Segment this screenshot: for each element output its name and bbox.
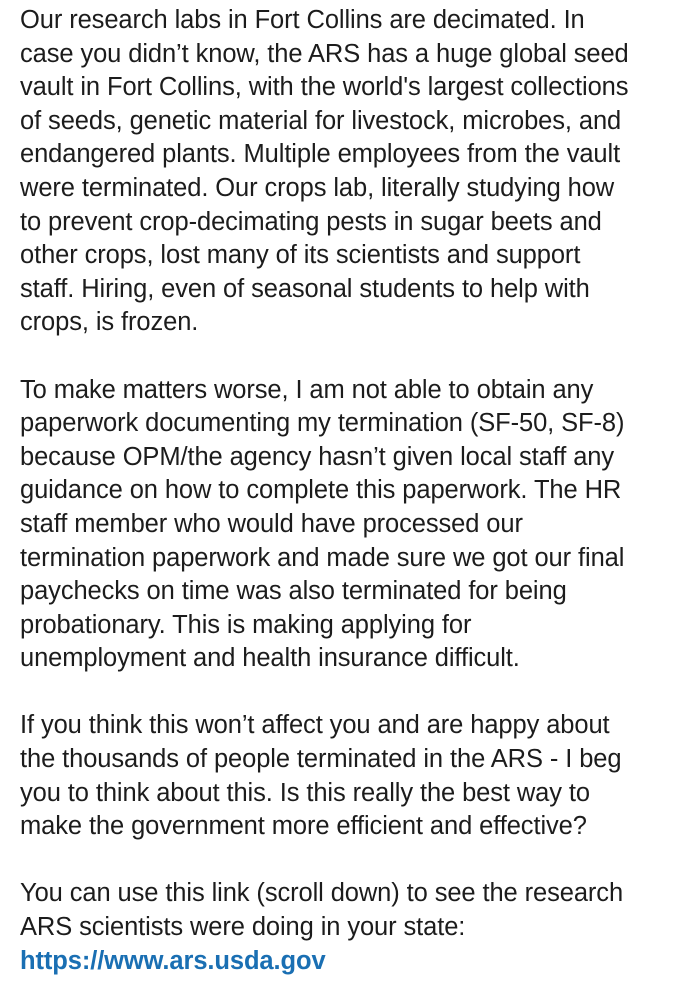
text-line: because OPM/the agency hasn’t given local staff any	[20, 442, 615, 471]
text-line: staff. Hiring, even of seasonal students to help with	[20, 274, 590, 303]
text-line: you to think about this. Is this really the best way to	[20, 778, 590, 807]
text-line: other crops, lost many of its scientists and support	[20, 241, 581, 270]
link-line	[20, 945, 673, 979]
text-line: probationary. This is making applying for	[20, 610, 472, 639]
text-line: of seeds, genetic material for livestock, microbes, and	[20, 106, 622, 135]
text-line: unemployment and health insurance difficult.	[20, 644, 520, 673]
paragraph-2	[20, 374, 673, 676]
text-line: termination paperwork and made sure we got our final	[20, 543, 625, 572]
text-line: crops, is frozen.	[20, 308, 199, 337]
text-line: To make matters worse, I am not able to obtain any	[20, 375, 594, 404]
text-line: guidance on how to complete this paperwork. The HR	[20, 476, 622, 505]
paragraph-3	[20, 709, 673, 843]
text-line: case you didn’t know, the ARS has a huge global seed	[20, 39, 629, 68]
text-line: If you think this won’t affect you and are happy about	[20, 711, 610, 740]
text-line: Our research labs in Fort Collins are decimated. In	[20, 6, 585, 34]
text-line: to prevent crop-decimating pests in sugar beets and	[20, 207, 602, 236]
paragraph-4	[20, 877, 673, 978]
text-line: ARS scientists were doing in your state:	[20, 913, 466, 942]
text-line: make the government more efficient and effective?	[20, 812, 587, 841]
text-line: endangered plants. Multiple employees from the vault	[20, 140, 621, 169]
text-line: You can use this link (scroll down) to see the research	[20, 879, 624, 908]
text-line: paychecks on time was also terminated for being	[20, 577, 567, 606]
text-line: staff member who would have processed our	[20, 509, 523, 538]
text-line: paperwork documenting my termination (SF-50, SF-8)	[20, 409, 625, 438]
paragraph-gap	[20, 676, 673, 710]
paragraph-1	[20, 4, 673, 340]
paragraph-gap	[20, 844, 673, 878]
text-line: the thousands of people terminated in the ARS - I beg	[20, 745, 622, 774]
paragraph-gap	[20, 340, 673, 374]
text-line: were terminated. Our crops lab, literally studying how	[20, 173, 615, 202]
ars-website-link[interactable]: https://www.ars.usda.gov	[20, 946, 326, 975]
text-line: vault in Fort Collins, with the world's largest collections	[20, 73, 629, 102]
